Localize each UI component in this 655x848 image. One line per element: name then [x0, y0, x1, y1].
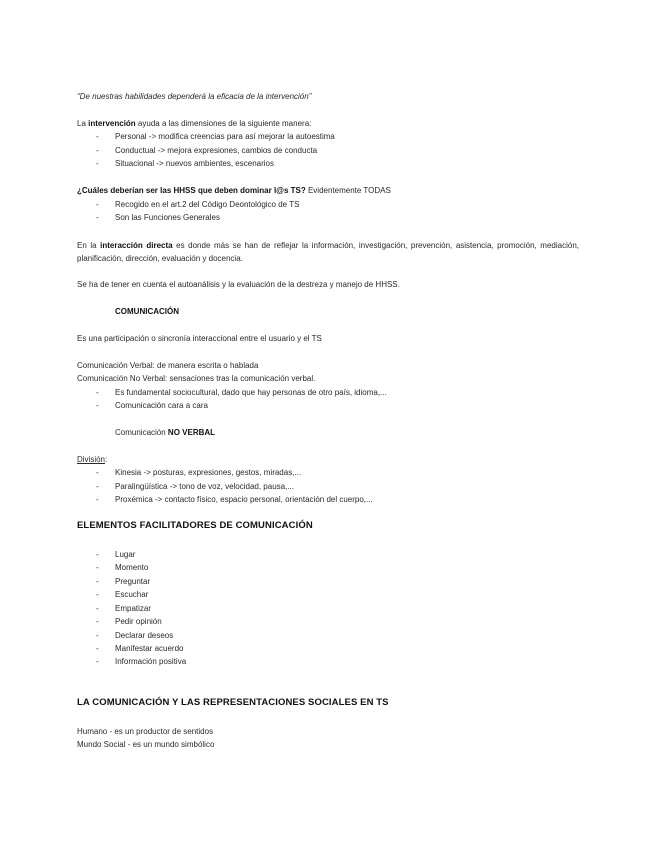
- bullet: -: [96, 604, 99, 613]
- bullet: -: [96, 590, 99, 599]
- list-item: Empatizar: [115, 604, 152, 613]
- list-item: Comunicación cara a cara: [115, 401, 208, 410]
- representaciones-heading: LA COMUNICACIÓN Y LAS REPRESENTACIONES SOCIALES EN TS: [77, 697, 389, 708]
- bullet: -: [96, 482, 99, 491]
- list-item: Conductual -> mejora expresiones, cambios de conducta: [115, 146, 318, 155]
- comunicacion-heading: COMUNICACIÓN: [115, 307, 179, 316]
- intervencion-intro: La intervención ayuda a las dimensiones de la siguiente manera:: [77, 119, 312, 128]
- bullet: -: [96, 132, 99, 141]
- bullet: -: [96, 388, 99, 397]
- bullet: -: [96, 631, 99, 640]
- representaciones-line: Humano - es un productor de sentidos: [77, 727, 214, 736]
- list-item: Es fundamental sociocultural, dado que hay personas de otro país, idioma,...: [115, 388, 387, 397]
- bullet: -: [96, 563, 99, 572]
- bullet: -: [96, 495, 99, 504]
- division-label: División:: [77, 455, 108, 464]
- bullet: -: [96, 577, 99, 586]
- list-item: Declarar deseos: [115, 631, 174, 640]
- bullet: -: [96, 200, 99, 209]
- list-item: Kinesia -> posturas, expresiones, gestos, miradas,...: [115, 468, 302, 477]
- list-item: Situacional -> nuevos ambientes, escenarios: [115, 159, 274, 168]
- bullet: -: [96, 468, 99, 477]
- list-item: Pedir opinión: [115, 617, 162, 626]
- list-item: Personal -> modifica creencias para así mejorar la autoestima: [115, 132, 335, 141]
- bullet: -: [96, 617, 99, 626]
- list-item: Momento: [115, 563, 149, 572]
- bullet: -: [96, 644, 99, 653]
- no-verbal-heading: Comunicación NO VERBAL: [115, 428, 216, 437]
- list-item: Escuchar: [115, 590, 149, 599]
- comunicacion-verbal: Comunicación Verbal: de manera escrita o hablada: [77, 361, 259, 370]
- bullet: -: [96, 146, 99, 155]
- comunicacion-no-verbal: Comunicación No Verbal: sensaciones tras la comunicación verbal.: [77, 374, 316, 383]
- facilitadores-heading: ELEMENTOS FACILITADORES DE COMUNICACIÓN: [77, 520, 313, 531]
- list-item: Proxémica -> contacto físico, espacio personal, orientación del cuerpo,...: [115, 495, 373, 504]
- quote: “De nuestras habilidades dependerá la eficacia de la intervención”: [77, 92, 312, 101]
- list-item: Paralingüística -> tono de voz, velocidad, pausa,...: [115, 482, 294, 491]
- list-item: Preguntar: [115, 577, 151, 586]
- list-item: Manifestar acuerdo: [115, 644, 184, 653]
- bullet: -: [96, 159, 99, 168]
- autoanalisis-paragraph: Se ha de tener en cuenta el autoanálisis y la evaluación de la destreza y manejo de HHSS.: [77, 280, 400, 289]
- hhss-question: ¿Cuáles deberían ser las HHSS que deben dominar l@s TS? Evidentemente TODAS: [77, 186, 391, 195]
- bullet: -: [96, 213, 99, 222]
- list-item: Son las Funciones Generales: [115, 213, 220, 222]
- representaciones-line: Mundo Social - es un mundo simbólico: [77, 740, 215, 749]
- interaccion-paragraph: En la interacción directa es donde más se han de reflejar la información, investigación, prevención, asistencia, promoción, mediación, planificación, dirección, evaluación y docencia.: [77, 241, 579, 263]
- bullet: -: [96, 550, 99, 559]
- comunicacion-definition: Es una participación o sincronía interaccional entre el usuario y el TS: [77, 334, 322, 343]
- bullet: -: [96, 657, 99, 666]
- list-item: Lugar: [115, 550, 136, 559]
- list-item: Recogido en el art.2 del Código Deontológico de TS: [115, 200, 300, 209]
- list-item: Información positiva: [115, 657, 187, 666]
- bullet: -: [96, 401, 99, 410]
